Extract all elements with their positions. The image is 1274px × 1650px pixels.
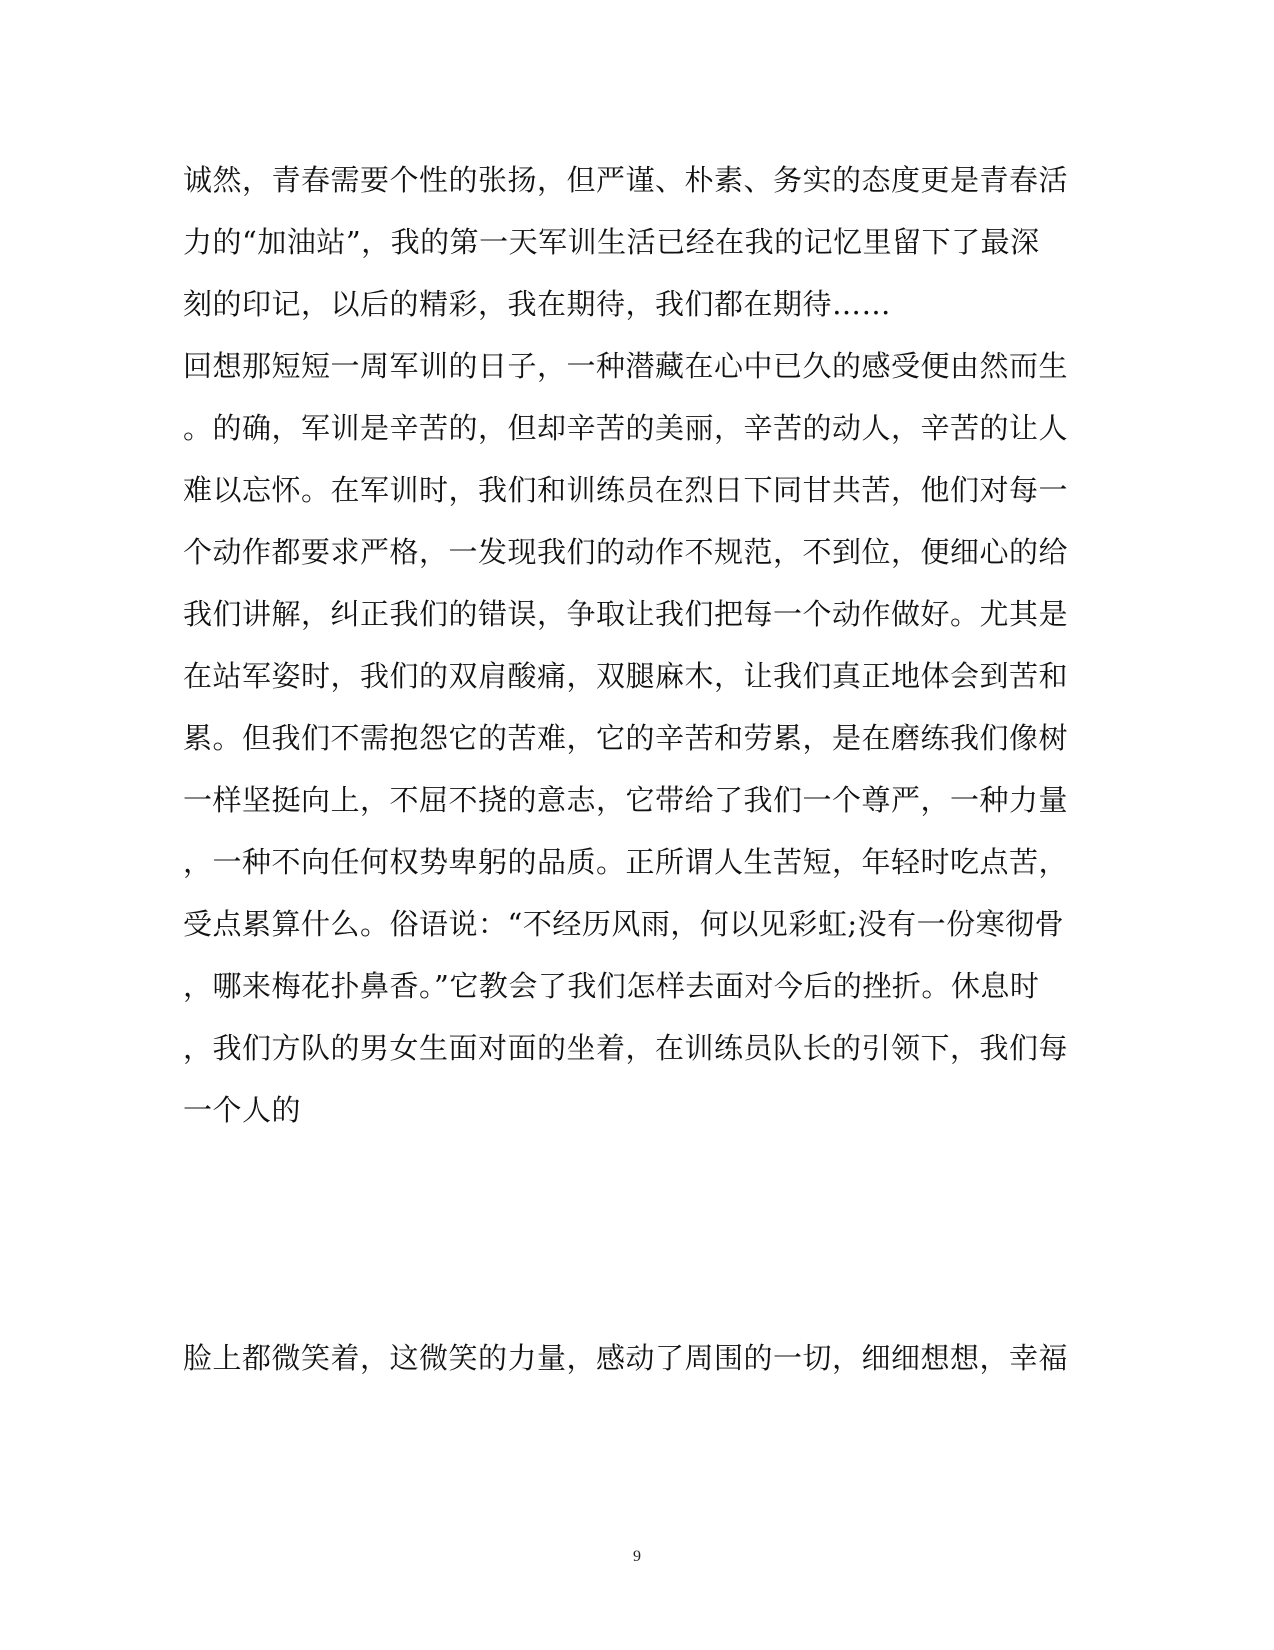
text-line: 。的确，军训是辛苦的，但却辛苦的美丽，辛苦的动人，辛苦的让人 (183, 411, 1069, 445)
text-line: 脸上都微笑着，这微笑的力量，感动了周围的一切，细细想想，幸福 (183, 1341, 1069, 1375)
text-line: ，哪来梅花扑鼻香。”它教会了我们怎样去面对今后的挫折。休息时 (183, 969, 1040, 1003)
text-line: 力的“加油站”，我的第一天军训生活已经在我的记忆里留下了最深 (183, 225, 1040, 259)
text-line: 刻的印记，以后的精彩，我在期待，我们都在期待…… (183, 287, 892, 321)
text-line: 我们讲解，纠正我们的错误，争取让我们把每一个动作做好。尤其是 (183, 597, 1069, 631)
text-line: 累。但我们不需抱怨它的苦难，它的辛苦和劳累，是在磨练我们像树 (183, 721, 1069, 755)
text-line: 难以忘怀。在军训时，我们和训练员在烈日下同甘共苦，他们对每一 (183, 473, 1069, 507)
text-line: 回想那短短一周军训的日子，一种潜藏在心中已久的感受便由然而生 (183, 349, 1069, 383)
text-line: 个动作都要求严格，一发现我们的动作不规范，不到位，便细心的给 (183, 535, 1069, 569)
text-line: 一样坚挺向上，不屈不挠的意志，它带给了我们一个尊严，一种力量 (183, 783, 1069, 817)
text-line: 诚然，青春需要个性的张扬，但严谨、朴素、务实的态度更是青春活 (183, 163, 1069, 197)
page-number: 9 (633, 1548, 641, 1565)
text-line: ，我们方队的男女生面对面的坐着，在训练员队长的引领下，我们每 (183, 1031, 1069, 1065)
text-line: ，一种不向任何权势卑躬的品质。正所谓人生苦短，年轻时吃点苦， (183, 845, 1069, 879)
text-line: 受点累算什么。俗语说：“不经历风雨，何以见彩虹;没有一份寒彻骨 (183, 907, 1065, 941)
text-line: 一个人的 (183, 1093, 302, 1127)
text-line: 在站军姿时，我们的双肩酸痛，双腿麻木，让我们真正地体会到苦和 (183, 659, 1069, 693)
